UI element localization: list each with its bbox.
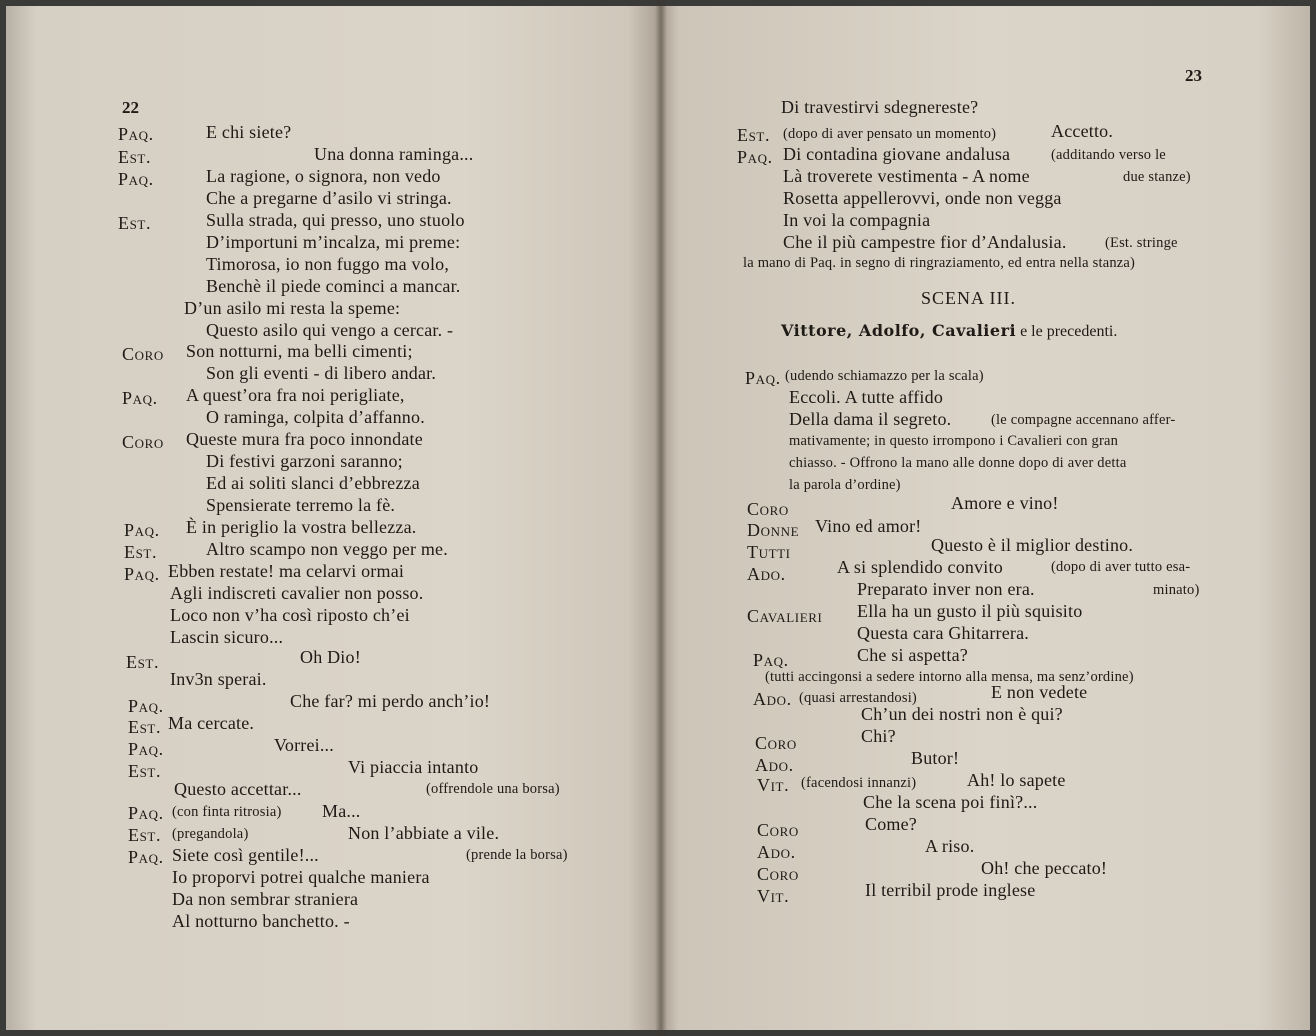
speaker: Est. [128, 761, 162, 781]
dialogue-line: Vi piaccia intanto [348, 757, 479, 777]
dialogue-line: A riso. [925, 836, 975, 856]
stage-direction: (con finta ritrosia) [172, 804, 282, 820]
cast-rest: e le precedenti. [1020, 323, 1118, 340]
dialogue-line: Son gli eventi - di libero andar. [206, 363, 437, 383]
stage-direction: (le compagne accennano affer- [991, 412, 1176, 428]
speaker: Paq. [128, 739, 164, 759]
dialogue-line: Una donna raminga... [314, 144, 474, 164]
speaker: Paq. [128, 803, 164, 823]
speaker: Paq. [118, 169, 154, 189]
speaker: Vit. [757, 775, 790, 795]
dialogue-line: Non l’abbiate a vile. [348, 823, 500, 843]
speaker: Paq. [124, 564, 160, 584]
dialogue-line: Chi? [861, 726, 896, 746]
dialogue-line: Della dama il segreto. [789, 409, 952, 429]
stage-direction: (facendosi innanzi) [801, 775, 917, 791]
page-number: 22 [122, 98, 139, 117]
speaker: Paq. [737, 147, 773, 167]
dialogue-line: Eccoli. A tutte affido [789, 387, 944, 407]
cast-list [781, 321, 1117, 341]
dialogue-line: D’un asilo mi resta la speme: [184, 298, 401, 318]
dialogue-line: Butor! [911, 748, 960, 768]
dialogue-line: Al notturno banchetto. - [172, 911, 350, 931]
speaker: Est. [128, 825, 162, 845]
dialogue-line: Inv3n sperai. [170, 669, 267, 689]
speaker: Est. [128, 717, 162, 737]
book-gutter [655, 0, 667, 1036]
stage-direction: (dopo di aver tutto esa- [1051, 559, 1191, 575]
dialogue-line: Accetto. [1051, 121, 1114, 141]
dialogue-line: Che la scena poi finì?... [863, 792, 1038, 812]
dialogue-line: Ma... [322, 801, 361, 821]
dialogue-line: Che si aspetta? [857, 645, 968, 665]
dialogue-line: A si splendido convito [837, 557, 1003, 577]
dialogue-line: Ebben restate! ma celarvi ormai [168, 561, 405, 581]
speaker: Paq. [122, 388, 158, 408]
speaker: Est. [126, 652, 160, 672]
dialogue-line: Spensierate terremo la fè. [206, 495, 396, 515]
dialogue-line: Preparato inver non era. [857, 579, 1035, 599]
dialogue-line: In voi la compagnia [783, 210, 931, 230]
speaker: Ado. [755, 755, 794, 775]
speaker: Coro [757, 820, 799, 840]
dialogue-line: Che a pregarne d’asilo vi stringa. [206, 188, 452, 208]
dialogue-line: Il terribil prode inglese [865, 880, 1036, 900]
speaker: Paq. [128, 696, 164, 716]
speaker: Paq. [118, 124, 154, 144]
dialogue-line: Che far? mi perdo anch’io! [290, 691, 491, 711]
stage-direction: mativamente; in questo irrompono i Cavalieri con gran [789, 433, 1119, 449]
dialogue-line: Sulla strada, qui presso, uno stuolo [206, 210, 465, 230]
dialogue-line: Di festivi garzoni saranno; [206, 451, 403, 471]
dialogue-line: Questo è il miglior destino. [931, 535, 1134, 555]
dialogue-line: Questo accettar... [174, 779, 302, 799]
speaker: Est. [118, 147, 152, 167]
speaker: Ado. [747, 564, 786, 584]
dialogue-line: D’importuni m’incalza, mi preme: [206, 232, 461, 252]
speaker: Coro [122, 432, 164, 452]
speaker: Donne [747, 520, 800, 540]
stage-direction: la mano di Paq. in segno di ringraziamento, ed entra nella stanza) [743, 255, 1136, 271]
stage-direction: (additando verso le [1051, 147, 1166, 163]
speaker: Paq. [124, 520, 160, 540]
speaker: Est. [124, 542, 158, 562]
dialogue-line: Ch’un dei nostri non è qui? [861, 704, 1063, 724]
dialogue-line: Come? [865, 814, 917, 834]
dialogue-line: Altro scampo non veggo per me. [206, 539, 448, 559]
dialogue-line: Agli indiscreti cavalier non posso. [170, 583, 424, 603]
speaker: Est. [737, 125, 771, 145]
dialogue-line: E non vedete [991, 682, 1088, 702]
dialogue-line: Siete così gentile!... [172, 845, 319, 865]
speaker: Est. [118, 213, 152, 233]
stage-direction: (Est. stringe [1105, 235, 1178, 251]
dialogue-line: Son notturni, ma belli cimenti; [186, 341, 413, 361]
dialogue-line: Ma cercate. [168, 713, 255, 733]
speaker: Ado. [757, 842, 796, 862]
cast-names: Vittore, Adolfo, Cavalieri [781, 321, 1017, 340]
dialogue-line: Rosetta appellerovvi, onde non vegga [783, 188, 1062, 208]
dialogue-line: Questo asilo qui vengo a cercar. - [206, 320, 454, 340]
stage-direction: due stanze) [1123, 169, 1191, 185]
stage-direction: (dopo di aver pensato un momento) [783, 126, 997, 142]
dialogue-line: Da non sembrar straniera [172, 889, 359, 909]
dialogue-line: La ragione, o signora, non vedo [206, 166, 441, 186]
dialogue-line: Benchè il piede cominci a mancar. [206, 276, 461, 296]
stage-direction: minato) [1153, 582, 1200, 598]
stage-direction: (pregandola) [172, 826, 249, 842]
dialogue-line: Lascin sicuro... [170, 627, 284, 647]
speaker: Coro [747, 499, 789, 519]
speaker: Vit. [757, 886, 790, 906]
stage-direction: la parola d’ordine) [789, 477, 901, 493]
dialogue-line: A quest’ora fra noi perigliate, [186, 385, 405, 405]
stage-direction: (prende la borsa) [466, 847, 568, 863]
stage-direction: chiasso. - Offrono la mano alle donne dopo di aver detta [789, 455, 1127, 471]
speaker: Paq. [753, 650, 789, 670]
stage-direction: (tutti accingonsi a sedere intorno alla mensa, ma senz’ordine) [765, 669, 1134, 685]
dialogue-line: Là troverete vestimenta - A nome [783, 166, 1030, 186]
dialogue-line: Vorrei... [274, 735, 334, 755]
dialogue-line: Di contadina giovane andalusa [783, 144, 1011, 164]
right-page [661, 6, 1310, 1030]
speaker: Paq. [128, 847, 164, 867]
dialogue-line: Oh! che peccato! [981, 858, 1108, 878]
dialogue-line: Loco non v’ha così riposto ch’ei [170, 605, 410, 625]
stage-direction: (offrendole una borsa) [426, 781, 560, 797]
dialogue-line: Ah! lo sapete [967, 770, 1066, 790]
speaker: Cavalieri [747, 606, 823, 626]
speaker: Tutti [747, 542, 791, 562]
dialogue-line: Ella ha un gusto il più squisito [857, 601, 1083, 621]
speaker: Coro [757, 864, 799, 884]
dialogue-line: Vino ed amor! [815, 516, 922, 536]
stage-direction: (quasi arrestandosi) [799, 690, 917, 706]
page-number: 23 [1185, 66, 1202, 85]
dialogue-line: Questa cara Ghitarrera. [857, 623, 1029, 643]
dialogue-line: È in periglio la vostra bellezza. [186, 517, 417, 537]
dialogue-line: Ed ai soliti slanci d’ebbrezza [206, 473, 420, 493]
dialogue-line: Amore e vino! [951, 493, 1059, 513]
dialogue-line: E chi siete? [206, 122, 292, 142]
dialogue-line: Che il più campestre fior d’Andalusia. [783, 232, 1067, 252]
dialogue-line: O raminga, colpita d’affanno. [206, 407, 425, 427]
scene-title: SCENA III. [921, 288, 1016, 308]
dialogue-line: Queste mura fra poco innondate [186, 429, 423, 449]
left-page [6, 6, 661, 1030]
stage-direction: (udendo schiamazzo per la scala) [785, 368, 984, 384]
speaker: Coro [122, 344, 164, 364]
speaker: Ado. [753, 689, 792, 709]
dialogue-line: Di travestirvi sdegnereste? [781, 97, 979, 117]
dialogue-line: Io proporvi potrei qualche maniera [172, 867, 430, 887]
dialogue-line: Timorosa, io non fuggo ma volo, [206, 254, 450, 274]
speaker: Coro [755, 733, 797, 753]
dialogue-line: Oh Dio! [300, 647, 361, 667]
speaker: Paq. [745, 368, 781, 388]
